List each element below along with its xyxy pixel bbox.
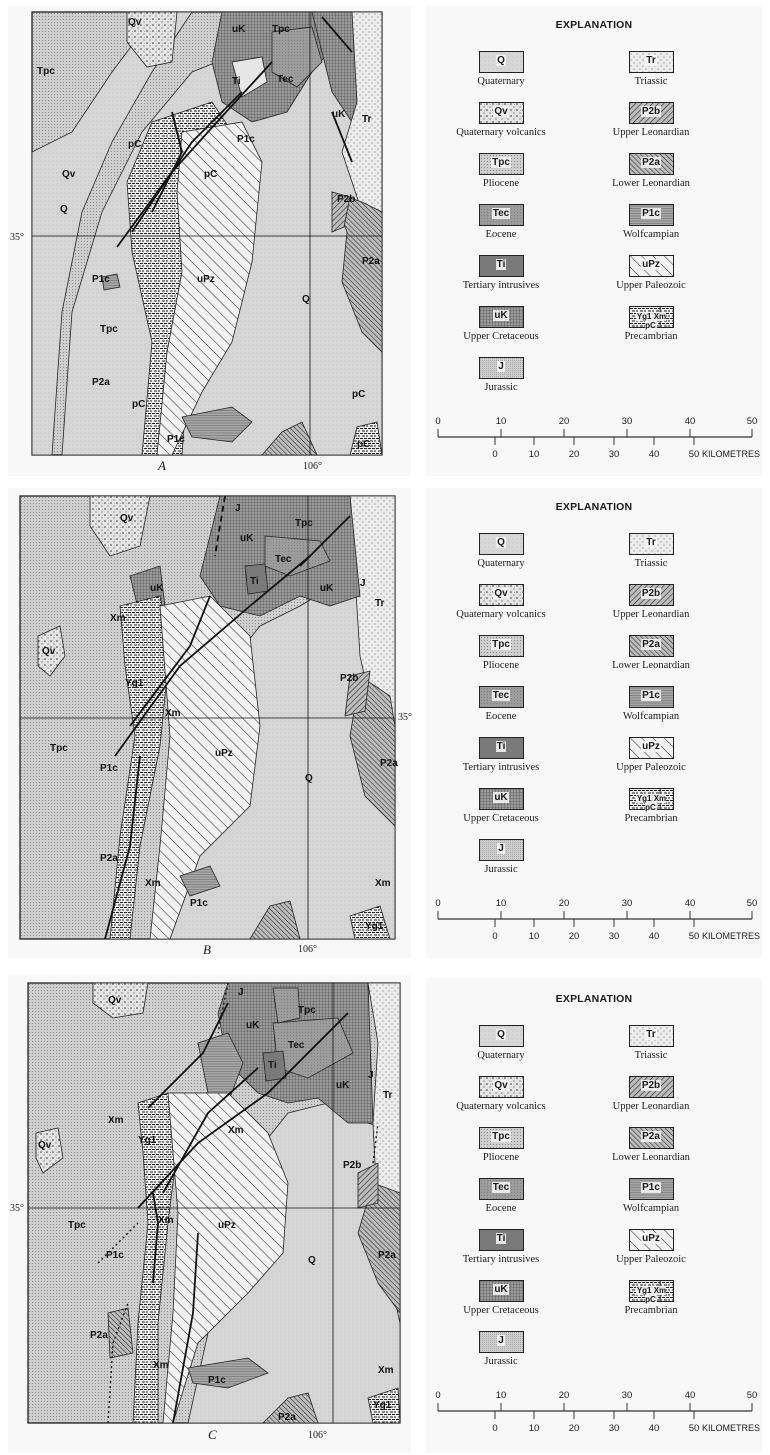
latitude-label: 35°	[398, 712, 412, 723]
legend-item-uk: uK Upper Cretaceous	[426, 788, 576, 824]
swatch-p2a: P2a	[629, 635, 674, 657]
swatch-p2a: P2a	[629, 153, 674, 175]
svg-text:Yg1: Yg1	[373, 1400, 392, 1411]
swatch-p1c: P1c	[629, 204, 674, 226]
legend-item-uk: uK Upper Cretaceous	[426, 306, 576, 342]
svg-text:pC: pC	[128, 139, 142, 150]
longitude-label: 106°	[308, 1430, 327, 1441]
swatch-tr: Tr	[629, 51, 674, 73]
geologic-map-a	[8, 6, 411, 476]
svg-text:uK: uK	[232, 24, 246, 35]
geologic-map-b	[8, 488, 411, 958]
svg-text:uK: uK	[246, 1020, 260, 1031]
svg-text:Xm: Xm	[158, 1215, 174, 1226]
svg-text:P1c: P1c	[208, 1375, 226, 1386]
legend-item-tr: Tr Triassic	[576, 533, 726, 569]
legend-item-p2a: P2a Lower Leonardian	[576, 635, 726, 671]
svg-text:pC: pC	[352, 389, 366, 400]
svg-text:P1c: P1c	[106, 1250, 124, 1261]
legend-card-c: EXPLANATION Q Quaternary Qv Quaternary volcanics Tpc Pliocene Tec Eocene Ti Tertiary intrusives uK Upper Cretaceous J Jurassic Tr Triassic P2b Upper Leonardian P2a Lower Leonardian P1c Wolfcampian uPz Upper Paleozoic Yg1 Xm pC Precambrian 0 10 20 30 40 50 0 10 20 30 40 50 KILOMETRES	[426, 978, 762, 1453]
legend-item-precambrian: Yg1 Xm pC Precambrian	[576, 306, 726, 342]
swatch-p2b: P2b	[629, 1076, 674, 1098]
swatch-qv: Qv	[479, 102, 524, 124]
swatch-pc: Yg1 Xm pC	[629, 1280, 674, 1302]
legend-item-upz: uPz Upper Paleozoic	[576, 255, 726, 291]
svg-text:Xm: Xm	[145, 878, 161, 889]
swatch-upz: uPz	[629, 737, 674, 759]
swatch-tr: Tr	[629, 1025, 674, 1047]
legend-item-p2b: P2b Upper Leonardian	[576, 102, 726, 138]
legend-item-upz: uPz Upper Paleozoic	[576, 1229, 726, 1265]
swatch-ti: Ti	[479, 737, 524, 759]
svg-text:P1c: P1c	[190, 898, 208, 909]
svg-text:Qv: Qv	[38, 1140, 52, 1151]
svg-text:Q: Q	[308, 1255, 316, 1266]
swatch-tpc: Tpc	[479, 153, 524, 175]
svg-text:Qv: Qv	[42, 646, 56, 657]
svg-text:pC: pC	[132, 399, 146, 410]
legend-item-tpc: Tpc Pliocene	[426, 635, 576, 671]
swatch-upz: uPz	[629, 255, 674, 277]
legend-card-a: EXPLANATION Q Quaternary Qv Quaternary volcanics Tpc Pliocene Tec Eocene Ti Tertiary intrusives uK Upper Cretaceous J Jurassic Tr Triassic P2b Upper Leonardian P2a Lower Leonardian P1c Wolfcampian uPz Upper Paleozoic Yg1 Xm pC Precambrian 0 10 20 30 40 50 0 10 20 30 40 50 KILOMETRES	[426, 6, 762, 476]
svg-text:pC: pC	[357, 439, 371, 450]
svg-text:P1c: P1c	[167, 434, 185, 445]
swatch-tpc: Tpc	[479, 1127, 524, 1149]
svg-text:P2b: P2b	[340, 673, 359, 684]
legend-item-qv: Qv Quaternary volcanics	[426, 584, 576, 620]
legend-item-tpc: Tpc Pliocene	[426, 1127, 576, 1163]
swatch-p2b: P2b	[629, 102, 674, 124]
swatch-tpc: Tpc	[479, 635, 524, 657]
legend-item-ti: Ti Tertiary intrusives	[426, 255, 576, 291]
svg-text:Xm: Xm	[108, 1115, 124, 1126]
svg-text:P2a: P2a	[278, 1412, 296, 1423]
svg-text:Yg1: Yg1	[365, 921, 384, 932]
swatch-qv: Qv	[479, 1076, 524, 1098]
legend-item-p1c: P1c Wolfcampian	[576, 204, 726, 240]
swatch-tr: Tr	[629, 533, 674, 555]
swatch-tec: Tec	[479, 1178, 524, 1200]
swatch-p1c: P1c	[629, 1178, 674, 1200]
legend-item-upz: uPz Upper Paleozoic	[576, 737, 726, 773]
legend-item-tec: Tec Eocene	[426, 686, 576, 722]
legend-item-j: J Jurassic	[426, 357, 576, 393]
legend-title: EXPLANATION	[555, 993, 633, 1005]
svg-text:uPz: uPz	[197, 274, 215, 285]
svg-text:J: J	[360, 578, 366, 589]
svg-text:Q: Q	[302, 294, 310, 305]
scale-unit: KILOMETRES	[702, 1423, 761, 1433]
legend-item-uk: uK Upper Cretaceous	[426, 1280, 576, 1316]
swatch-pc: Yg1 Xm pC	[629, 788, 674, 810]
svg-text:P1c: P1c	[237, 134, 255, 145]
swatch-uk: uK	[479, 306, 524, 328]
svg-text:P2a: P2a	[362, 256, 380, 267]
legend-item-j: J Jurassic	[426, 1331, 576, 1367]
svg-text:P2a: P2a	[378, 1250, 396, 1261]
svg-text:Yg1: Yg1	[125, 678, 144, 689]
svg-text:Ti: Ti	[268, 1060, 277, 1071]
svg-text:Tpc: Tpc	[295, 518, 313, 529]
svg-text:Xm: Xm	[375, 878, 391, 889]
swatch-ti: Ti	[479, 255, 524, 277]
latitude-label: 35°	[10, 1203, 24, 1214]
svg-text:P1c: P1c	[92, 274, 110, 285]
legend-item-p2a: P2a Lower Leonardian	[576, 1127, 726, 1163]
svg-text:uK: uK	[320, 583, 334, 594]
legend-item-p1c: P1c Wolfcampian	[576, 686, 726, 722]
svg-text:Ti: Ti	[250, 576, 259, 587]
svg-text:Xm: Xm	[378, 1365, 394, 1376]
svg-text:pC: pC	[204, 169, 218, 180]
swatch-q: Q	[479, 533, 524, 555]
svg-text:P2b: P2b	[343, 1160, 362, 1171]
swatch-upz: uPz	[629, 1229, 674, 1251]
svg-text:Tr: Tr	[375, 598, 385, 609]
swatch-j: J	[479, 1331, 524, 1353]
legend-title: EXPLANATION	[555, 501, 633, 513]
legend-item-tec: Tec Eocene	[426, 204, 576, 240]
swatch-uk: uK	[479, 1280, 524, 1302]
svg-text:Tr: Tr	[362, 114, 372, 125]
svg-text:Tec: Tec	[288, 1040, 305, 1051]
swatch-j: J	[479, 839, 524, 861]
svg-text:P2a: P2a	[100, 853, 118, 864]
panel-letter: A	[158, 458, 166, 473]
legend-card-b: EXPLANATION Q Quaternary Qv Quaternary volcanics Tpc Pliocene Tec Eocene Ti Tertiary intrusives uK Upper Cretaceous J Jurassic Tr Triassic P2b Upper Leonardian P2a Lower Leonardian P1c Wolfcampian uPz Upper Paleozoic Yg1 Xm pC Precambrian 0 10 20 30 40 50 0 10 20 30 40 50 KILOMETRES	[426, 488, 762, 958]
legend-item-quaternary: Q Quaternary	[426, 51, 576, 87]
svg-text:Tpc: Tpc	[68, 1220, 86, 1231]
longitude-label: 106°	[303, 461, 322, 472]
swatch-q: Q	[479, 51, 524, 73]
svg-text:Tpc: Tpc	[37, 66, 55, 77]
swatch-p2a: P2a	[629, 1127, 674, 1149]
svg-text:Qv: Qv	[120, 513, 134, 524]
svg-text:Qv: Qv	[128, 17, 142, 28]
legend-item-p2b: P2b Upper Leonardian	[576, 1076, 726, 1112]
svg-text:Qv: Qv	[108, 995, 122, 1006]
swatch-qv: Qv	[479, 584, 524, 606]
swatch-tec: Tec	[479, 686, 524, 708]
legend-item-ti: Ti Tertiary intrusives	[426, 737, 576, 773]
svg-text:Tpc: Tpc	[100, 324, 118, 335]
svg-text:Q: Q	[305, 773, 313, 784]
svg-text:Xm: Xm	[165, 708, 181, 719]
svg-text:J: J	[235, 503, 241, 514]
svg-text:uPz: uPz	[215, 748, 233, 759]
longitude-label: 106°	[298, 944, 317, 955]
panel-letter: C	[208, 1427, 217, 1442]
svg-text:J: J	[368, 1070, 374, 1081]
svg-text:Tpc: Tpc	[298, 1005, 316, 1016]
svg-text:P2a: P2a	[380, 758, 398, 769]
svg-text:Tec: Tec	[277, 74, 294, 85]
swatch-j: J	[479, 357, 524, 379]
svg-text:Xm: Xm	[153, 1360, 169, 1371]
map-panel-b	[8, 488, 411, 958]
svg-text:Tr: Tr	[383, 1090, 393, 1101]
swatch-p2b: P2b	[629, 584, 674, 606]
svg-text:Xm: Xm	[228, 1125, 244, 1136]
swatch-ti: Ti	[479, 1229, 524, 1251]
svg-text:P2a: P2a	[92, 377, 110, 388]
swatch-tec: Tec	[479, 204, 524, 226]
legend-item-qv: Qv Quaternary volcanics	[426, 102, 576, 138]
legend-item-precambrian: Yg1 Xm pC Precambrian	[576, 788, 726, 824]
svg-text:P1c: P1c	[100, 763, 118, 774]
scale-unit: KILOMETRES	[702, 449, 761, 459]
svg-text:Tpc: Tpc	[50, 743, 68, 754]
svg-text:uPz: uPz	[218, 1220, 236, 1231]
svg-text:Tpc: Tpc	[272, 24, 290, 35]
swatch-uk: uK	[479, 788, 524, 810]
legend-item-tr: Tr Triassic	[576, 1025, 726, 1061]
svg-text:uK: uK	[150, 583, 164, 594]
legend-item-p2b: P2b Upper Leonardian	[576, 584, 726, 620]
svg-text:Yg1: Yg1	[138, 1135, 157, 1146]
svg-text:P2a: P2a	[90, 1330, 108, 1341]
geologic-map-c	[8, 975, 411, 1453]
legend-item-tec: Tec Eocene	[426, 1178, 576, 1214]
legend-item-tr: Tr Triassic	[576, 51, 726, 87]
svg-text:uK: uK	[240, 533, 254, 544]
svg-text:Q: Q	[60, 204, 68, 215]
svg-text:P2b: P2b	[337, 194, 356, 205]
map-panel-c	[8, 975, 411, 1453]
latitude-label: 35°	[10, 232, 24, 243]
swatch-pc: Yg1 Xm pC	[629, 306, 674, 328]
legend-item-p1c: P1c Wolfcampian	[576, 1178, 726, 1214]
legend-item-qv: Qv Quaternary volcanics	[426, 1076, 576, 1112]
svg-text:Tec: Tec	[275, 554, 292, 565]
legend-item-precambrian: Yg1 Xm pC Precambrian	[576, 1280, 726, 1316]
swatch-p1c: P1c	[629, 686, 674, 708]
panel-letter: B	[203, 942, 211, 957]
svg-text:uK: uK	[336, 1080, 350, 1091]
svg-text:uK: uK	[332, 109, 346, 120]
swatch-q: Q	[479, 1025, 524, 1047]
scale-unit: KILOMETRES	[702, 931, 761, 941]
legend-item-tpc: Tpc Pliocene	[426, 153, 576, 189]
legend-item-p2a: P2a Lower Leonardian	[576, 153, 726, 189]
legend-title: EXPLANATION	[555, 19, 633, 31]
legend-item-j: J Jurassic	[426, 839, 576, 875]
legend-item-ti: Ti Tertiary intrusives	[426, 1229, 576, 1265]
legend-item-quaternary: Q Quaternary	[426, 1025, 576, 1061]
svg-text:Qv: Qv	[62, 169, 76, 180]
svg-text:Ti: Ti	[232, 76, 241, 87]
svg-text:Xm: Xm	[110, 613, 126, 624]
legend-item-quaternary: Q Quaternary	[426, 533, 576, 569]
map-panel-a	[8, 6, 411, 476]
svg-text:J: J	[238, 987, 244, 998]
